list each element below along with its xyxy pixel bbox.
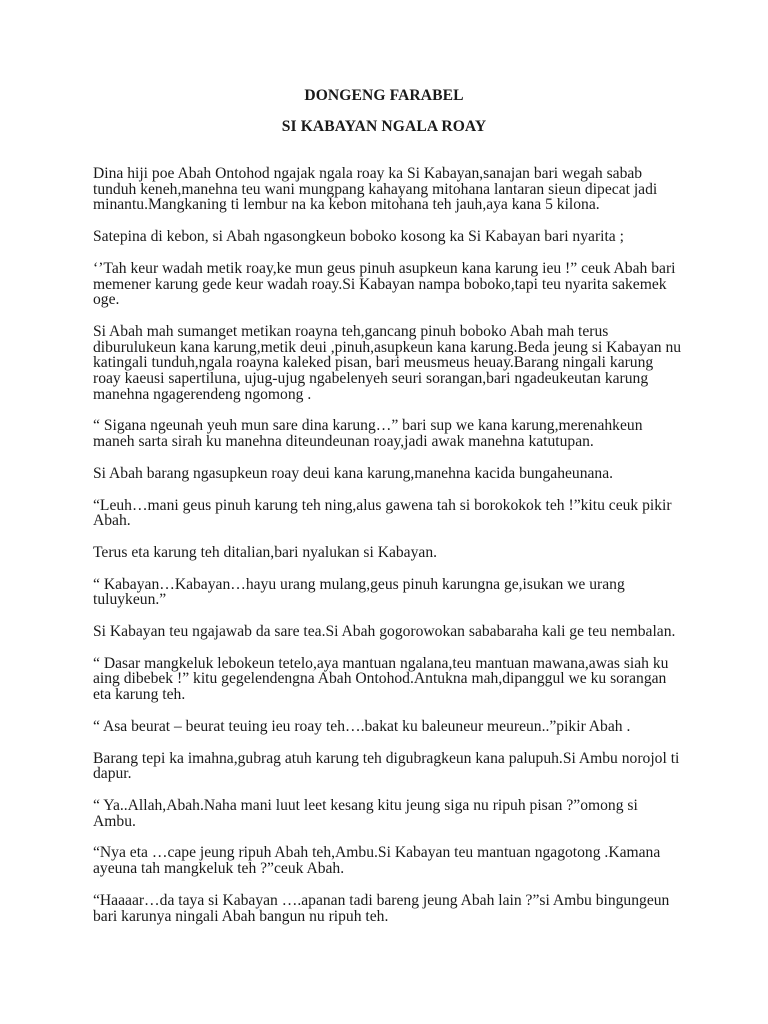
paragraph: “ Asa beurat – beurat teuing ieu roay teh….bakat ku baleuneur meureun..”pikir Abah . <box>93 717 631 735</box>
paragraph: Barang tepi ka imahna,gubrag atuh karung teh digubragkeun kana palupuh.Si Ambu norojol ti dapur. <box>93 749 680 783</box>
document-subtitle: SI KABAYAN NGALA ROAY <box>281 118 487 135</box>
paragraph: Satepina di kebon, si Abah ngasongkeun boboko kosong ka Si Kabayan bari nyarita ; <box>93 228 624 246</box>
document-title: DONGENG FARABEL <box>304 87 464 104</box>
paragraph: “Leuh…mani geus pinuh karung teh ning,alus gawena tah si borokokok teh !”kitu ceuk pikir Abah. <box>93 496 672 530</box>
paragraph: Si Abah barang ngasupkeun roay deui kana karung,manehna kacida bungaheunana. <box>93 464 614 482</box>
paragraph: Terus eta karung teh ditalian,bari nyalukan si Kabayan. <box>93 543 438 561</box>
paragraph: “ Ya..Allah,Abah.Naha mani luut leet kesang kitu jeung siga nu ripuh pisan ?”omong si Ambu. <box>93 796 638 830</box>
paragraph: “ Sigana ngeunah yeuh mun sare dina karung…” bari sup we kana karung,merenahkeun maneh sarta sirah ku manehna diteundeunan roay,jadi awak manehna katutupan. <box>93 417 643 451</box>
paragraph: Dina hiji poe Abah Ontohod ngajak ngala roay ka Si Kabayan,sanajan bari wegah sabab tunduh keneh,manehna teu wani mungpang kahayang mitohana lantaran sieun dipecat jadi minantu.Mangkaning ti lembur na ka kebon mitohana teh jauh,aya kana 5 kilona. <box>93 165 658 214</box>
document-body <box>93 166 683 940</box>
paragraph: “ Kabayan…Kabayan…hayu urang mulang,geus pinuh karungna ge,isukan we urang tuluykeun.” <box>93 575 625 609</box>
paragraph: Si Abah mah sumanget metikan roayna teh,gancang pinuh boboko Abah mah terus diburulukeun kana karung,metik deui ,pinuh,asupkeun kana karung.Beda jeung si Kabayan nu katingali tunduh,ngala roayna kaleked pisan, bari meusmeus heuay.Barang ningali karung roay kaeusi sapertiluna, ujug-ujug ngabelenyeh seuri sorangan,bari ngadeukeutan karung manehna ngagerendeng ngomong . <box>93 322 682 403</box>
paragraph: “ Dasar mangkeluk lebokeun tetelo,aya mantuan ngalana,teu mantuan mawana,awas siah ku aing dibebek !” kitu gegelendengna Abah Ontohod.Antukna mah,dipanggul we ku sorangan eta karung teh. <box>93 654 669 704</box>
paragraph: “Nya eta …cape jeung ripuh Abah teh,Ambu.Si Kabayan teu mantuan ngagotong .Kamana ayeuna tah mangkeluk teh ?”ceuk Abah. <box>93 844 661 878</box>
paragraph: Si Kabayan teu ngajawab da sare tea.Si Abah gogorowokan sababaraha kali ge teu nembalan. <box>93 623 676 641</box>
paragraph: “Haaaar…da taya si Kabayan ….apanan tadi bareng jeung Abah lain ?”si Ambu bingungeun bari karunya ningali Abah bangun nu ripuh teh. <box>93 891 670 925</box>
paragraph: ‘’Tah keur wadah metik roay,ke mun geus pinuh asupkeun kana karung ieu !” ceuk Abah bari memener karung gede keur wadah roay.Si Kabayan nampa boboko,tapi teu nyarita sakemek oge. <box>93 259 676 309</box>
